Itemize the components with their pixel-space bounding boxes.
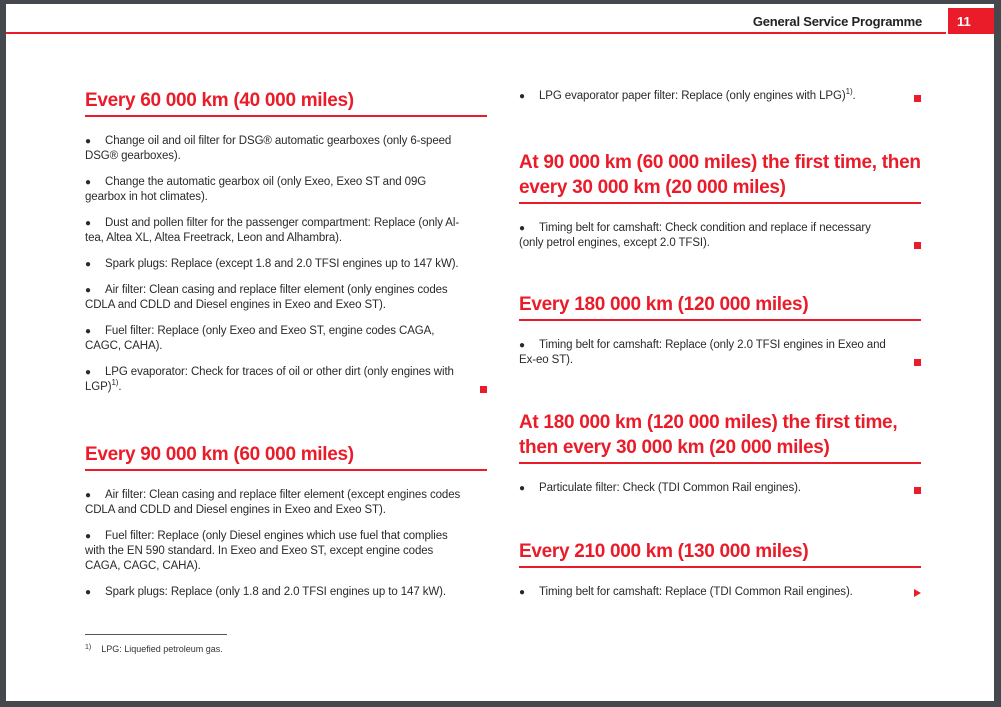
bullet-icon: ● [85, 531, 91, 542]
list-item: ● Change oil and oil filter for DSG® automatic gearboxes (only 6-speed DSG® gearboxes). [85, 135, 452, 162]
footnote-reference[interactable]: 1) [845, 87, 853, 97]
bullet-icon: ● [519, 483, 525, 494]
section-heading: Every 210 000 km (130 000 miles) [519, 539, 921, 568]
bullet-icon: ● [85, 177, 91, 188]
footnote-mark: 1) [85, 644, 92, 651]
section-heading: Every 60 000 km (40 000 miles) [85, 88, 487, 117]
section-210000km [519, 539, 921, 600]
list-item: ● Fuel filter: Replace (only Diesel engines which use fuel that complies with the EN 590 standard. In Exeo and Exeo ST, except engine codes CAGA, CAGC, CAHA). [85, 530, 448, 572]
section-heading: Every 180 000 km (120 000 miles) [519, 292, 921, 321]
list-item: ● LPG evaporator paper filter: Replace (only engines with LPG)$^{1)}$. [519, 89, 921, 104]
section-end-square-icon [914, 95, 921, 102]
bullet-icon: ● [519, 587, 525, 598]
bullet-icon: ● [85, 490, 91, 501]
section-heading: At 90 000 km (60 000 miles) the first time, then every 30 000 km (20 000 miles) [519, 150, 921, 204]
bullet-icon: ● [519, 91, 525, 102]
footnote-reference[interactable]: 1) [111, 378, 119, 388]
section-end-square-icon [480, 386, 487, 393]
section-heading: Every 90 000 km (60 000 miles) [85, 442, 487, 471]
header-rule [6, 32, 946, 34]
section-60000km [85, 88, 487, 395]
section-180000km [519, 292, 921, 368]
document-page [6, 4, 994, 701]
bullet-icon: ● [519, 223, 525, 234]
footnote-rule [85, 634, 227, 635]
section-90000km-first-time [519, 150, 921, 251]
footnote-text: LPG: Liquefied petroleum gas. [101, 644, 223, 654]
footnote [85, 644, 223, 654]
list-item: ● Fuel filter: Replace (only Exeo and Exeo ST, engine codes CAGA, CAGC, CAHA). [85, 325, 435, 352]
page-number-badge: 11 [948, 8, 994, 34]
list-item: ● Timing belt for camshaft: Check condition and replace if necessary (only petrol engines, except 2.0 TFSI). [519, 221, 921, 251]
bullet-icon: ● [85, 218, 91, 229]
section-end-square-icon [914, 487, 921, 494]
list-item: ● Spark plugs: Replace (only 1.8 and 2.0 TFSI engines up to 147 kW). [85, 586, 446, 598]
list-item: ● Air filter: Clean casing and replace filter element (except engines codes CDLA and CDLD and Diesel engines in Exeo and Exeo ST). [85, 489, 461, 516]
bullet-icon: ● [85, 285, 91, 296]
section-end-square-icon [914, 359, 921, 366]
bullet-icon: ● [85, 367, 91, 378]
page-header-title: General Service Programme [752, 14, 922, 29]
section-heading: At 180 000 km (120 000 miles) the first time, then every 30 000 km (20 000 miles) [519, 410, 921, 464]
bullet-icon: ● [85, 326, 91, 337]
list-item: ● Spark plugs: Replace (except 1.8 and 2.0 TFSI engines up to 147 kW). [85, 258, 459, 270]
list-item: ● Change the automatic gearbox oil (only Exeo, Exeo ST and 09G gearbox in hot climates). [85, 176, 427, 203]
section-180000km-first-time [519, 410, 921, 496]
continue-arrow-icon[interactable] [914, 589, 921, 597]
bullet-icon: ● [519, 340, 525, 351]
list-item: ● Timing belt for camshaft: Replace (only 2.0 TFSI engines in Exeo and Ex-eo ST). [519, 338, 921, 368]
list-item: ● LPG evaporator: Check for traces of oil or other dirt (only engines with LGP)$^{1)}$. [85, 365, 487, 395]
bullet-icon: ● [85, 259, 91, 270]
continued-items [519, 78, 921, 104]
bullet-icon: ● [85, 136, 91, 147]
bullet-icon: ● [85, 587, 91, 598]
list-item: ● Air filter: Clean casing and replace filter element (only engines codes CDLA and CDLD and Diesel engines in Exeo and Exeo ST). [85, 284, 448, 311]
section-90000km [85, 442, 487, 600]
list-item: ● Timing belt for camshaft: Replace (TDI Common Rail engines). [519, 585, 921, 600]
section-end-square-icon [914, 242, 921, 249]
list-item: ● Dust and pollen filter for the passenger compartment: Replace (only Al-tea, Altea XL, Altea Freetrack, Leon and Alhambra). [85, 217, 460, 244]
list-item: ● Particulate filter: Check (TDI Common Rail engines). [519, 481, 921, 496]
